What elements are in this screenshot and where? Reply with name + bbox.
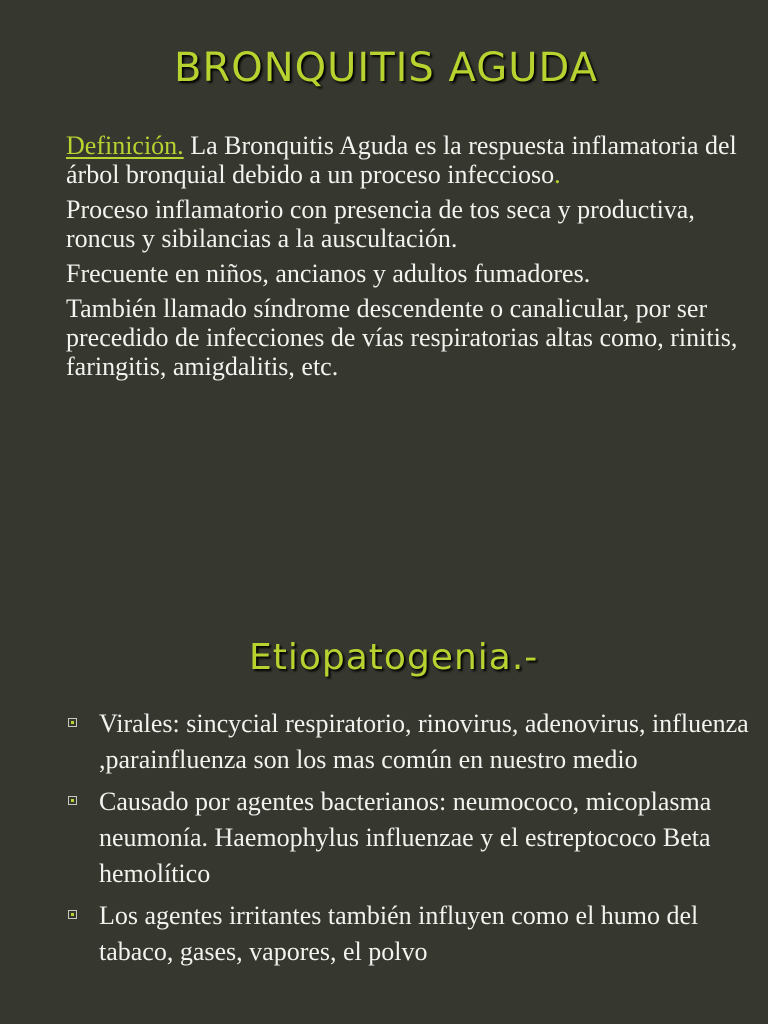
paragraph-frequency: Frecuente en niños, ancianos y adultos fumadores. <box>66 259 591 288</box>
definition-suffix: . <box>554 160 561 189</box>
square-bullet-icon <box>68 718 77 727</box>
slide-title: BRONQUITIS AGUDA <box>174 45 598 91</box>
definition-text: La Bronquitis Aguda es la respuesta inflamatoria del árbol bronquial debido a un proceso infeccioso <box>66 131 737 189</box>
bullet-text: Los agentes irritantes también influyen como el humo del tabaco, gases, vapores, el polvo <box>99 901 699 966</box>
square-bullet-icon <box>68 796 77 805</box>
definition-section <box>66 131 756 387</box>
list-item <box>66 898 756 970</box>
list-item <box>66 784 756 892</box>
list-item <box>66 706 756 778</box>
square-bullet-icon <box>68 910 77 919</box>
paragraph-also-called: También llamado síndrome descendente o canalicular, por ser precedido de infecciones de vías respiratorias altas como, rinitis, faringitis, amigdalitis, etc. <box>66 294 738 381</box>
paragraph-inflammatory-process: Proceso inflamatorio con presencia de tos seca y productiva, roncus y sibilancias a la auscultación. <box>66 195 695 253</box>
bullet-text: Virales: sincycial respiratorio, rinovirus, adenovirus, influenza ,parainfluenza son los mas común en nuestro medio <box>99 709 749 774</box>
section-subtitle: Etiopatogenia.- <box>249 637 539 678</box>
definition-label: Definición. <box>66 131 184 160</box>
etiology-bullet-list <box>66 706 756 976</box>
bullet-text: Causado por agentes bacterianos: neumococo, micoplasma neumonía. Haemophylus influenzae y el estreptococo Beta hemolítico <box>99 787 712 888</box>
definition-paragraph <box>66 131 756 189</box>
